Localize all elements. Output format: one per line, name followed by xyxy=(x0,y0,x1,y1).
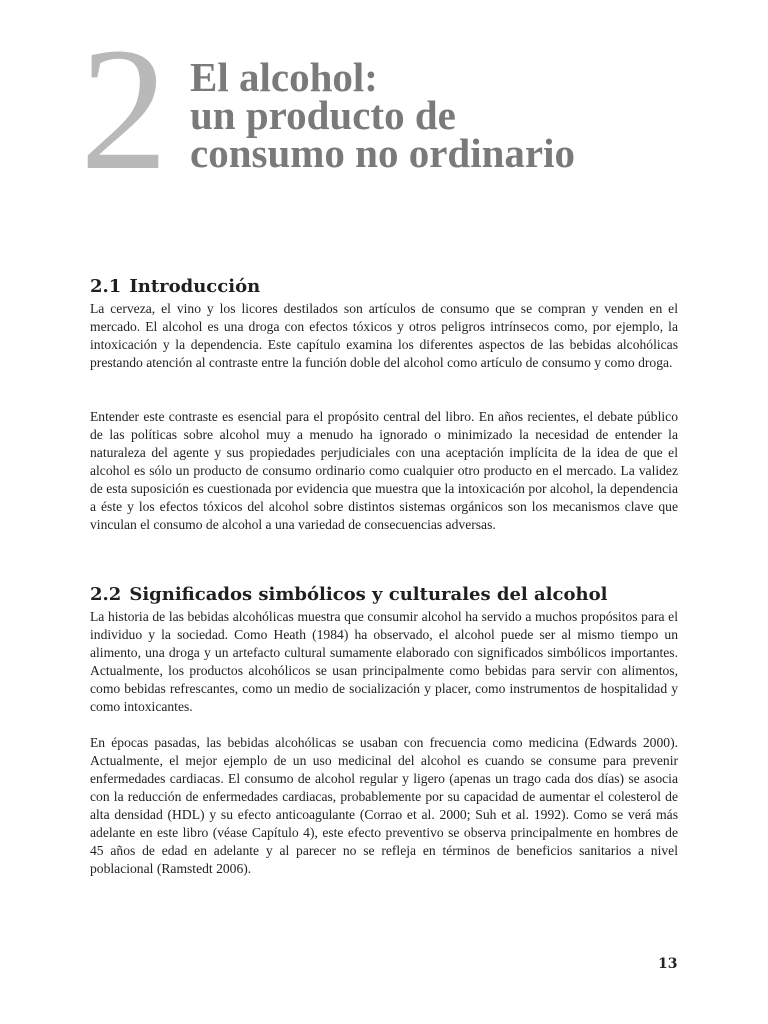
chapter-number: 2 xyxy=(80,12,168,207)
section-number: 2.2 xyxy=(90,584,122,605)
section-title: Significados simbólicos y culturales del alcohol xyxy=(129,584,608,605)
paragraph: En épocas pasadas, las bebidas alcohólicas se usaban con frecuencia como medicina (Edwards 2000). Actualmente, el mejor ejemplo de un uso medicinal del alcohol es cuando se consume para prevenir enfermedades cardiacas. El consumo de alcohol regular y ligero (apenas un trago cada dos días) se asocia con la reducción de enfermedades cardiacas, probablemente por su capacidad de aumentar el colesterol de alta densidad (HDL) y su efecto anticoagulante (Corrao et al. 2000; Suh et al. 1992). Como se verá más adelante en este libro (véase Capítulo 4), este efecto preventivo se observa principalmente en hombres de 45 años de edad en adelante y al parecer no se refleja en términos de beneficios sanitarios a nivel poblacional (Ramstedt 2006). xyxy=(90,735,678,876)
paragraph: Entender este contraste es esencial para el propósito central del libro. En años recientes, el debate público de las políticas sobre alcohol muy a menudo ha ignorado o minimizado la necesidad de entender la naturaleza del agente y sus propiedades perjudiciales con una aceptación implícita de la idea de que el alcohol es sólo un producto de consumo ordinario como cualquier otro producto en el mercado. La validez de esta suposición es cuestionada por evidencia que muestra que la intoxicación por alcohol, la dependencia a éste y los efectos tóxicos del alcohol sobre distintos sistemas orgánicos son los mecanismos clave que vinculan el consumo de alcohol a una variedad de consecuencias adversas. xyxy=(90,409,678,532)
chapter-title-line: consumo no ordinario xyxy=(190,130,575,176)
chapter-title xyxy=(190,54,575,176)
section-title: Introducción xyxy=(129,276,261,297)
paragraph: La cerveza, el vino y los licores destilados son artículos de consumo que se compran y venden en el mercado. El alcohol es una droga con efectos tóxicos y otros peligros intrínsecos como, por ejemplo, la intoxicación y la dependencia. Este capítulo examina los diferentes aspectos de las bebidas alcohólicas prestando atención al contraste entre la función doble del alcohol como artículo de consumo y como droga. xyxy=(90,301,678,370)
section-number: 2.1 xyxy=(90,276,122,297)
chapter-title-line: El alcohol: xyxy=(190,54,378,100)
paragraph: La historia de las bebidas alcohólicas muestra que consumir alcohol ha servido a muchos propósitos para el individuo y la sociedad. Como Heath (1984) ha observado, el alcohol puede ser al mismo tiempo un alimento, una droga y un artefacto cultural sumamente elaborado con significados simbólicos importantes. Actualmente, los productos alcohólicos se usan principalmente como bebidas para servir con alimentos, como bebidas refrescantes, como un medio de socialización y placer, como instrumentos de hospitalidad y como intoxicantes. xyxy=(90,609,678,714)
page-number: 13 xyxy=(658,956,678,972)
chapter-title-line: un producto de xyxy=(190,92,456,138)
section-heading-significados xyxy=(90,584,607,606)
section-heading-introduccion xyxy=(90,276,260,298)
